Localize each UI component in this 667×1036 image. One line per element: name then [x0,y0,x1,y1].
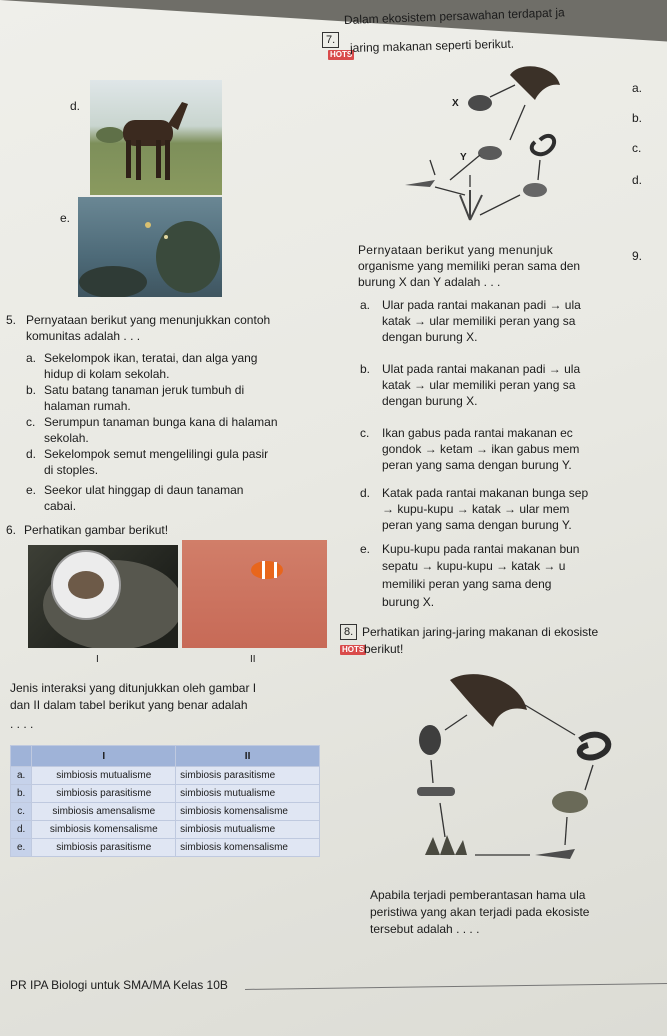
table-header-letter [11,746,32,767]
q7-opt-c-line2: gondok → ketam → ikan gabus mem [382,442,580,456]
q6-label-ii: II [250,654,256,665]
q8-hots-badge: HOTS [342,645,365,654]
row-letter: d. [11,821,32,839]
q7-number: 7. [322,32,339,48]
q7-stem-line3: burung X dan Y adalah . . . [358,275,501,289]
q6-stem: Perhatikan gambar berikut! [24,523,169,537]
q7-opt-d-letter: d. [360,486,371,500]
footer-text: PR IPA Biologi untuk SMA/MA Kelas 10B [10,978,228,992]
photo-i-tick-on-skin [28,545,178,648]
q5-stem-line1: Pernyataan berikut yang menunjukkan contoh [26,313,271,327]
q7-opt-b-line3: dengan burung X. [382,394,478,408]
q8-food-web-diagram [405,665,630,880]
q7-opt-e-letter: e. [360,542,371,556]
q8-question-line3: tersebut adalah . . . . [370,922,480,936]
q5-opt-e-letter: e. [26,483,37,497]
table-header-ii: II [176,746,320,767]
q5-opt-c-letter: c. [26,415,36,429]
grasshopper-icon [405,180,435,187]
q5-opt-a-letter: a. [26,351,37,365]
q7-option-a: a. [632,81,643,95]
q5-number: 5. [6,313,17,327]
q5-opt-d-line1: Sekelompok semut mengelilingi gula pasir [44,447,269,461]
q7-hots-badge: HOTS [330,50,353,59]
q5-opt-d-line2: di stoples. [44,463,99,477]
q7-option-b: b. [632,111,643,125]
q6-question-line2: dan II dalam tabel berikut yang benar adalah [10,698,248,712]
q7-option-d: d. [632,173,643,187]
q4-label-e: e. [60,211,71,225]
eagle-icon [510,66,560,100]
q7-opt-e-line4: burung X. [382,595,435,609]
q5-stem-line2: komunitas adalah . . . [26,329,141,343]
row-col-ii: simbiosis komensalisme [176,803,320,821]
table-row [11,821,320,839]
q6-number: 6. [6,523,17,537]
q5-opt-c-line1: Serumpun tanaman bunga kana di halaman [44,415,278,429]
q5-opt-e-line2: cabai. [44,499,77,513]
q5-opt-e-line1: Seekor ulat hinggap di daun tanaman [44,483,244,497]
horse-photo [90,80,222,195]
q7-food-web-diagram [390,55,570,235]
q7-opt-a-line3: dengan burung X. [382,330,478,344]
table-row [11,839,320,857]
q7-opt-d-line3: peran yang sama dengan burung Y. [382,518,572,532]
q7-opt-c-line1: Ikan gabus pada rantai makanan ec [382,426,573,440]
q6-label-i: I [96,654,99,665]
q5-opt-a-line1: Sekelompok ikan, teratai, dan alga yang [44,351,258,365]
grass-icon [425,835,467,855]
row-letter: e. [11,839,32,857]
food-web-label-y: Y [460,152,467,163]
q7-opt-c-letter: c. [360,426,370,440]
q6-question-line3: . . . . [10,717,34,731]
q6-question-line1: Jenis interaksi yang ditunjukkan oleh gambar I [10,681,257,695]
q7-opt-d-line1: Katak pada rantai makanan bunga sep [382,486,589,500]
row-col-i: simbiosis mutualisme [32,767,176,785]
frog-icon [552,791,588,813]
horse-illustration [90,80,222,195]
table-row [11,767,320,785]
q7-opt-a-line1: Ular pada rantai makanan padi → ula [382,298,581,312]
row-col-i: simbiosis amensalisme [32,803,176,821]
q7-opt-e-line3: memiliki peran yang sama deng [382,577,552,591]
q8-text-line2: berikut! [364,642,404,656]
table-row [11,785,320,803]
q7-text-line1: Dalam ekosistem persawahan terdapat ja [343,5,565,27]
bird-y-icon [478,146,502,160]
caterpillar-icon [417,787,455,796]
q5-opt-b-letter: b. [26,383,37,397]
coral-reef-photo [78,197,222,297]
row-col-i: simbiosis parasitisme [32,839,176,857]
q7-opt-e-line2: sepatu → kupu-kupu → katak → u [382,559,566,573]
q7-text-line2: jaring makanan seperti berikut. [349,36,515,55]
q5-opt-b-line2: halaman rumah. [44,399,131,413]
photo-ii-clownfish-anemone [182,540,327,648]
tick-illustration [28,545,178,648]
table-header-i: I [32,746,176,767]
q8-question-line1: Apabila terjadi pemberantasan hama ula [370,888,586,902]
row-col-i: simbiosis parasitisme [32,785,176,803]
q5-opt-c-line2: sekolah. [44,431,89,445]
q5-opt-a-line2: hidup di kolam sekolah. [44,367,170,381]
q7-opt-b-line2: katak → ular memiliki peran yang sa [382,378,576,392]
row-letter: b. [11,785,32,803]
q7-opt-b-letter: b. [360,362,371,376]
grasshopper-icon [535,849,575,859]
q8-text-line1: Perhatikan jaring-jaring makanan di ekosiste [362,625,599,639]
q9-number: 9. [632,249,643,263]
food-web-label-x: X [452,98,459,109]
bird-x-icon [468,95,492,111]
row-letter: a. [11,767,32,785]
q7-opt-b-line1: Ulat pada rantai makanan padi → ula [382,362,581,376]
q4-label-d: d. [70,99,81,113]
q7-opt-e-line1: Kupu-kupu pada rantai makanan bun [382,542,580,556]
coral-illustration [78,197,222,297]
q7-option-c: c. [632,141,642,155]
snake-icon [532,136,554,154]
q7-opt-c-line3: peran yang sama dengan burung Y. [382,458,572,472]
q7-stem-line2: organisme yang memiliki peran sama den [358,259,581,273]
food-web-arrows [431,705,593,855]
table-header-row [11,746,320,767]
q7-opt-a-line2: katak → ular memiliki peran yang sa [382,314,576,328]
snake-icon [580,735,609,758]
q8-question-line2: peristiwa yang akan terjadi pada ekosiste [370,905,590,919]
q5-opt-d-letter: d. [26,447,37,461]
q7-opt-a-letter: a. [360,298,371,312]
q6-answer-table [10,745,320,857]
bird-icon [419,725,441,755]
q7-opt-d-line2: → kupu-kupu → katak → ular mem [382,502,570,516]
table-row [11,803,320,821]
row-col-ii: simbiosis mutualisme [176,785,320,803]
row-col-ii: simbiosis komensalisme [176,839,320,857]
clownfish-illustration [182,540,327,648]
q8-number: 8. [340,624,357,640]
row-col-ii: simbiosis parasitisme [176,767,320,785]
row-letter: c. [11,803,32,821]
row-col-ii: simbiosis mutualisme [176,821,320,839]
row-col-i: simbiosis komensalisme [32,821,176,839]
q7-stem-line1: Pernyataan berikut yang menunjuk [358,243,554,257]
q5-opt-b-line1: Satu batang tanaman jeruk tumbuh di [44,383,245,397]
mouse-icon [523,183,547,197]
